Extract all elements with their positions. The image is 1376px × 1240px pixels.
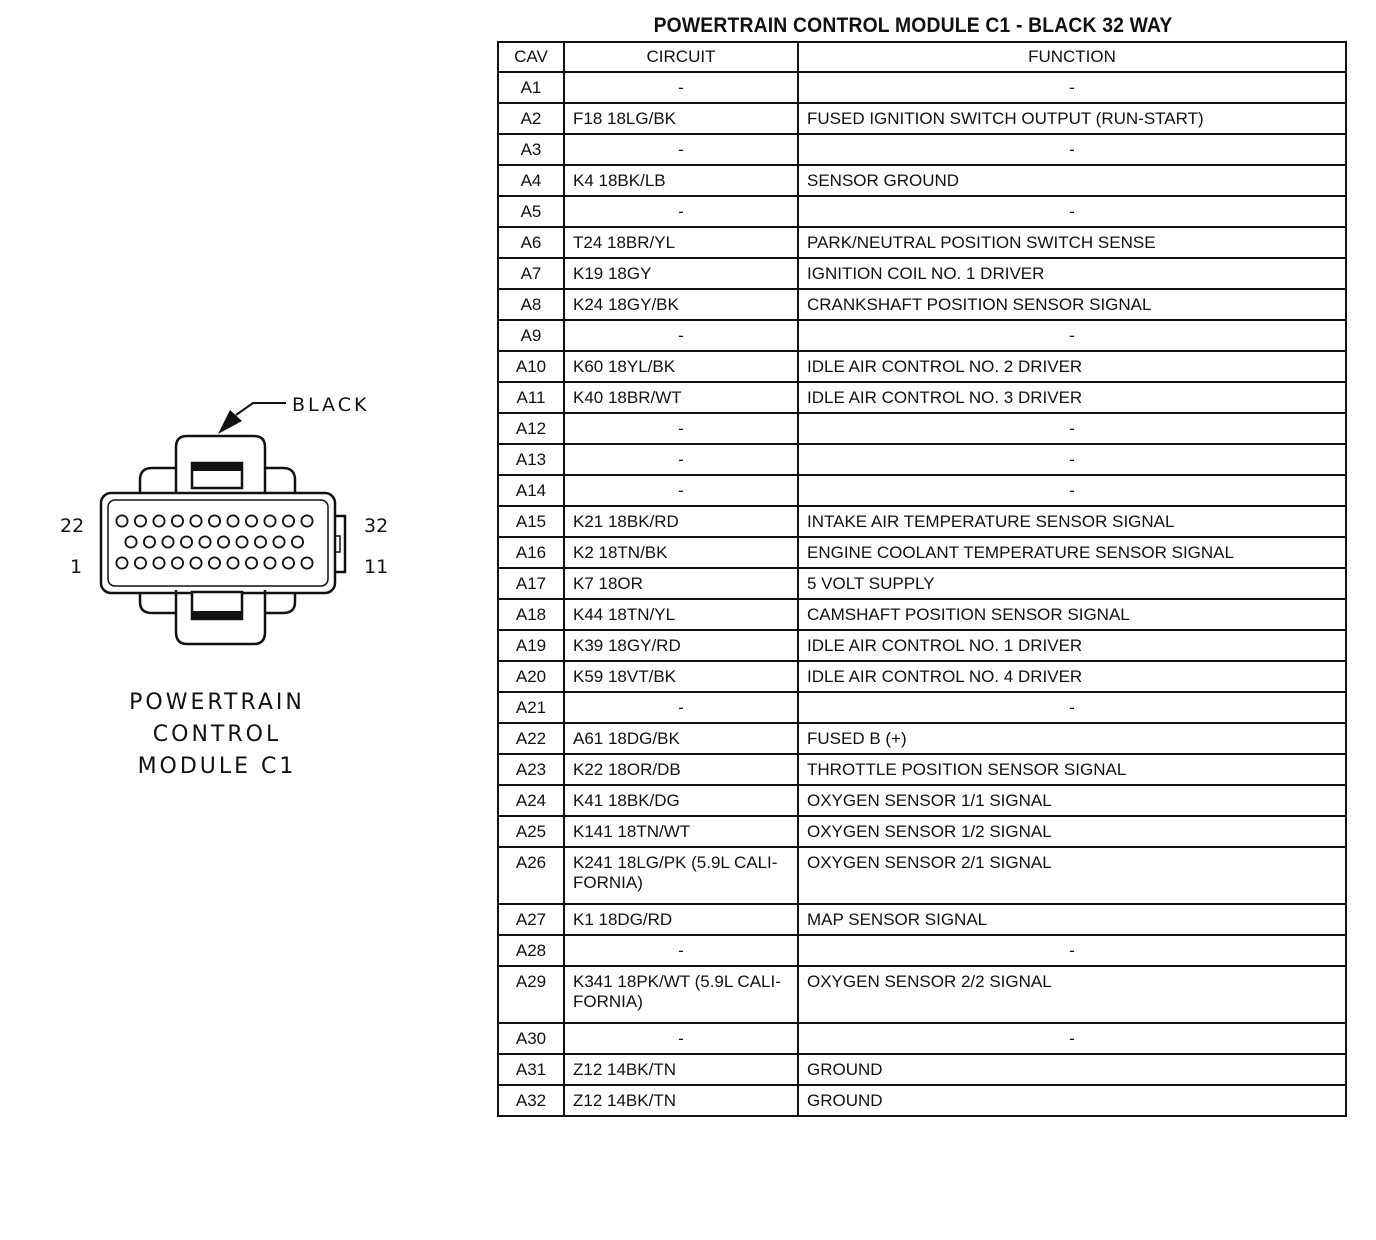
cav-cell: A7 <box>498 258 564 289</box>
cav-cell: A22 <box>498 723 564 754</box>
circuit-cell: K2 18TN/BK <box>564 537 798 568</box>
connector-name-line-1: POWERTRAIN <box>129 690 305 715</box>
circuit-cell: K40 18BR/WT <box>564 382 798 413</box>
table-row <box>498 1085 1346 1116</box>
pin-hole <box>255 536 266 547</box>
circuit-cell: K60 18YL/BK <box>564 351 798 382</box>
function-cell: OXYGEN SENSOR 1/2 SIGNAL <box>798 816 1346 847</box>
table-row <box>498 413 1346 444</box>
cav-cell: A8 <box>498 289 564 320</box>
pin-hole <box>172 557 183 568</box>
table-header-row <box>498 42 1346 72</box>
connector-name-line-2: CONTROL <box>152 722 282 747</box>
function-cell: ENGINE COOLANT TEMPERATURE SENSOR SIGNAL <box>798 537 1346 568</box>
cav-cell: A5 <box>498 196 564 227</box>
cav-cell: A21 <box>498 692 564 723</box>
table-row <box>498 1054 1346 1085</box>
function-cell: IGNITION COIL NO. 1 DRIVER <box>798 258 1346 289</box>
header-cav: CAV <box>498 42 564 72</box>
function-cell: GROUND <box>798 1085 1346 1116</box>
cav-cell: A17 <box>498 568 564 599</box>
function-cell: MAP SENSOR SIGNAL <box>798 904 1346 935</box>
table-row <box>498 382 1346 413</box>
circuit-cell: - <box>564 692 798 723</box>
pin-hole <box>264 515 275 526</box>
connector-name-line-3: MODULE C1 <box>137 754 297 779</box>
cav-cell: A27 <box>498 904 564 935</box>
table-row <box>498 444 1346 475</box>
cav-cell: A13 <box>498 444 564 475</box>
function-cell: - <box>798 692 1346 723</box>
table-row <box>498 475 1346 506</box>
circuit-cell: - <box>564 320 798 351</box>
table-row <box>498 904 1346 935</box>
function-cell: CRANKSHAFT POSITION SENSOR SIGNAL <box>798 289 1346 320</box>
callout-leader-line <box>236 403 286 415</box>
table-row <box>498 661 1346 692</box>
pin-hole <box>227 557 238 568</box>
pin-hole <box>116 557 127 568</box>
function-cell: - <box>798 444 1346 475</box>
cav-cell: A30 <box>498 1023 564 1054</box>
pin-hole <box>172 515 183 526</box>
table-row <box>498 103 1346 134</box>
function-cell: - <box>798 935 1346 966</box>
cav-cell: A9 <box>498 320 564 351</box>
circuit-cell: - <box>564 134 798 165</box>
pin-hole <box>292 536 303 547</box>
table-row <box>498 935 1346 966</box>
function-cell: - <box>798 413 1346 444</box>
circuit-cell: K21 18BK/RD <box>564 506 798 537</box>
circuit-cell: T24 18BR/YL <box>564 227 798 258</box>
pin-hole <box>199 536 210 547</box>
pin-hole <box>135 557 146 568</box>
connector-diagram <box>0 0 480 800</box>
table-row <box>498 258 1346 289</box>
circuit-cell: A61 18DG/BK <box>564 723 798 754</box>
function-cell: SENSOR GROUND <box>798 165 1346 196</box>
pin-hole <box>125 536 136 547</box>
table-row <box>498 599 1346 630</box>
table-row <box>498 568 1346 599</box>
cav-cell: A31 <box>498 1054 564 1085</box>
pin-label-bottom-right: 11 <box>364 556 389 578</box>
circuit-cell: Z12 14BK/TN <box>564 1054 798 1085</box>
pin-hole <box>283 515 294 526</box>
function-cell: PARK/NEUTRAL POSITION SWITCH SENSE <box>798 227 1346 258</box>
cav-cell: A14 <box>498 475 564 506</box>
pin-hole <box>301 515 312 526</box>
table-row <box>498 134 1346 165</box>
cav-cell: A24 <box>498 785 564 816</box>
function-cell: IDLE AIR CONTROL NO. 2 DRIVER <box>798 351 1346 382</box>
circuit-cell: K7 18OR <box>564 568 798 599</box>
side-tab-notch <box>335 536 340 552</box>
header-function: FUNCTION <box>798 42 1346 72</box>
pin-hole <box>190 557 201 568</box>
table-row <box>498 630 1346 661</box>
table-row <box>498 723 1346 754</box>
table-row <box>498 289 1346 320</box>
function-cell: THROTTLE POSITION SENSOR SIGNAL <box>798 754 1346 785</box>
cav-cell: A26 <box>498 847 564 904</box>
function-cell: - <box>798 134 1346 165</box>
function-cell: OXYGEN SENSOR 1/1 SIGNAL <box>798 785 1346 816</box>
pin-label-bottom-left: 1 <box>70 556 83 578</box>
table-row <box>498 966 1346 1023</box>
cav-cell: A11 <box>498 382 564 413</box>
pin-hole <box>283 557 294 568</box>
cav-cell: A29 <box>498 966 564 1023</box>
pin-hole <box>181 536 192 547</box>
cav-cell: A28 <box>498 935 564 966</box>
function-cell: INTAKE AIR TEMPERATURE SENSOR SIGNAL <box>798 506 1346 537</box>
table-row <box>498 785 1346 816</box>
circuit-cell: K41 18BK/DG <box>564 785 798 816</box>
pin-hole <box>153 557 164 568</box>
circuit-cell: - <box>564 196 798 227</box>
cav-cell: A2 <box>498 103 564 134</box>
cav-cell: A16 <box>498 537 564 568</box>
circuit-cell: K1 18DG/RD <box>564 904 798 935</box>
top-latch <box>176 436 265 496</box>
pin-hole <box>301 557 312 568</box>
circuit-cell: K39 18GY/RD <box>564 630 798 661</box>
pin-hole <box>246 515 257 526</box>
table-row <box>498 1023 1346 1054</box>
pin-hole <box>236 536 247 547</box>
function-cell: IDLE AIR CONTROL NO. 4 DRIVER <box>798 661 1346 692</box>
cav-cell: A12 <box>498 413 564 444</box>
cav-cell: A32 <box>498 1085 564 1116</box>
function-cell: FUSED IGNITION SWITCH OUTPUT (RUN-START) <box>798 103 1346 134</box>
function-cell: IDLE AIR CONTROL NO. 1 DRIVER <box>798 630 1346 661</box>
function-cell: - <box>798 1023 1346 1054</box>
function-cell: IDLE AIR CONTROL NO. 3 DRIVER <box>798 382 1346 413</box>
circuit-cell: - <box>564 72 798 103</box>
cav-cell: A15 <box>498 506 564 537</box>
circuit-cell: - <box>564 1023 798 1054</box>
function-cell: OXYGEN SENSOR 2/1 SIGNAL <box>798 847 1346 904</box>
circuit-cell: Z12 14BK/TN <box>564 1085 798 1116</box>
cav-cell: A19 <box>498 630 564 661</box>
cav-cell: A1 <box>498 72 564 103</box>
table-row <box>498 754 1346 785</box>
pin-hole <box>190 515 201 526</box>
pin-hole <box>116 515 127 526</box>
circuit-cell: K241 18LG/PK (5.9L CALI- FORNIA) <box>564 847 798 904</box>
circuit-cell: - <box>564 444 798 475</box>
table-row <box>498 847 1346 904</box>
function-cell: CAMSHAFT POSITION SENSOR SIGNAL <box>798 599 1346 630</box>
function-cell: GROUND <box>798 1054 1346 1085</box>
table-row <box>498 506 1346 537</box>
table-row <box>498 537 1346 568</box>
function-cell: - <box>798 475 1346 506</box>
cav-cell: A18 <box>498 599 564 630</box>
circuit-cell: K22 18OR/DB <box>564 754 798 785</box>
circuit-cell: K141 18TN/WT <box>564 816 798 847</box>
function-cell: - <box>798 196 1346 227</box>
pin-hole <box>273 536 284 547</box>
circuit-cell: F18 18LG/BK <box>564 103 798 134</box>
pin-hole <box>135 515 146 526</box>
function-cell: - <box>798 72 1346 103</box>
pin-hole <box>218 536 229 547</box>
table-row <box>498 351 1346 382</box>
circuit-cell: - <box>564 413 798 444</box>
circuit-cell: K59 18VT/BK <box>564 661 798 692</box>
pin-label-top-right: 32 <box>364 515 389 537</box>
pin-label-top-left: 22 <box>60 515 85 537</box>
cav-cell: A3 <box>498 134 564 165</box>
table-row <box>498 816 1346 847</box>
circuit-cell: K341 18PK/WT (5.9L CALI- FORNIA) <box>564 966 798 1023</box>
table-row <box>498 692 1346 723</box>
cav-cell: A25 <box>498 816 564 847</box>
pin-hole <box>246 557 257 568</box>
pin-hole <box>227 515 238 526</box>
table-title: POWERTRAIN CONTROL MODULE C1 - BLACK 32 WAY <box>653 14 1173 37</box>
table-row <box>498 72 1346 103</box>
table-row <box>498 320 1346 351</box>
header-circuit: CIRCUIT <box>564 42 798 72</box>
circuit-cell: K4 18BK/LB <box>564 165 798 196</box>
pin-hole <box>209 557 220 568</box>
table-row <box>498 227 1346 258</box>
table-row <box>498 196 1346 227</box>
pinout-table <box>497 41 1347 1117</box>
circuit-cell: K19 18GY <box>564 258 798 289</box>
bottom-latch <box>176 590 265 644</box>
function-cell: FUSED B (+) <box>798 723 1346 754</box>
cav-cell: A4 <box>498 165 564 196</box>
function-cell: OXYGEN SENSOR 2/2 SIGNAL <box>798 966 1346 1023</box>
circuit-cell: - <box>564 475 798 506</box>
pin-hole <box>153 515 164 526</box>
circuit-cell: - <box>564 935 798 966</box>
table-row <box>498 165 1346 196</box>
pin-hole <box>264 557 275 568</box>
circuit-cell: K44 18TN/YL <box>564 599 798 630</box>
cav-cell: A20 <box>498 661 564 692</box>
pin-hole <box>144 536 155 547</box>
pin-hole <box>162 536 173 547</box>
circuit-cell: K24 18GY/BK <box>564 289 798 320</box>
function-cell: 5 VOLT SUPPLY <box>798 568 1346 599</box>
connector-color-label: BLACK <box>292 394 370 416</box>
pin-hole <box>209 515 220 526</box>
cav-cell: A23 <box>498 754 564 785</box>
cav-cell: A6 <box>498 227 564 258</box>
cav-cell: A10 <box>498 351 564 382</box>
function-cell: - <box>798 320 1346 351</box>
